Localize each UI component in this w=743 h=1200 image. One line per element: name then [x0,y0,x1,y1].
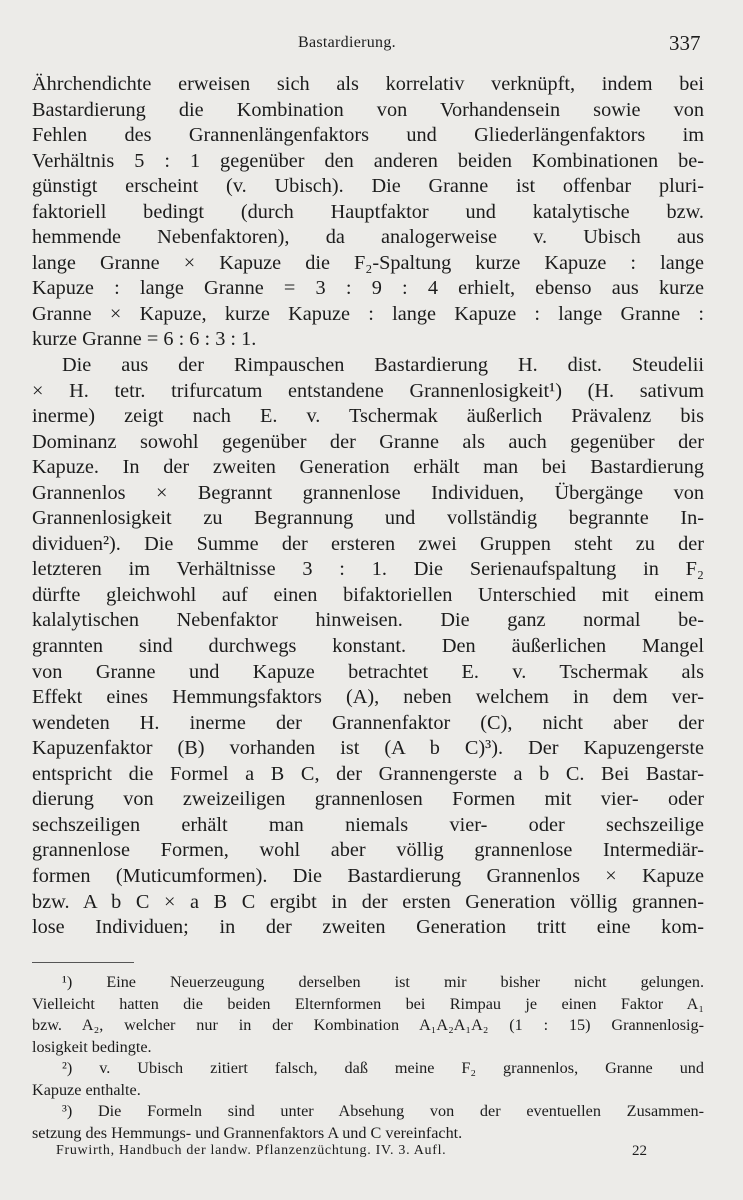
running-title: Bastardierung. [298,34,396,51]
footnote-line: Vielleicht hatten die beiden Elternformen bei Rimpau je einen Faktor A₁ [32,994,704,1013]
footnote-divider [32,962,134,963]
body-line: entspricht die Formel a B C, der Grannengerste a b C. Bei Bastar- [32,762,704,785]
body-text [32,72,704,941]
footnote-line: Kapuze enthalte. [32,1080,141,1099]
body-line: lose Individuen; in der zweiten Generation tritt eine kom- [32,916,704,939]
body-line: × H. tetr. trifurcatum entstandene Grannenlosigkeit¹) (H. sativum [32,379,704,402]
body-line: von Granne und Kapuze betrachtet E. v. Tschermak als [32,660,704,683]
body-line: kalalytischen Nebenfaktor hinweisen. Die ganz normal be- [32,609,704,632]
body-line: grannenlose Formen, wohl aber völlig grannenlose Intermediär- [32,839,704,862]
footnotes [32,972,704,1144]
sheet-number: 22 [632,1143,647,1159]
footnote-line: bzw. A₂, welcher nur in der Kombination A₁A₂A₁A₂ (1 : 15) Grannenlosig- [32,1016,704,1034]
body-line: wendeten H. inerme der Grannenfaktor (C), nicht aber der [32,711,704,734]
footnote-line: setzung des Hemmungs- und Grannenfaktors A und C vereinfacht. [32,1123,463,1142]
body-line: bzw. A b C × a B C ergibt in der ersten Generation völlig grannen- [32,890,704,913]
body-line: kurze Granne = 6 : 6 : 3 : 1. [32,328,257,351]
body-line: Kapuzenfaktor (B) vorhanden ist (A b C)³). Der Kapuzengerste [32,737,704,760]
body-line: inerme) zeigt nach E. v. Tschermak äußerlich Prävalenz bis [32,405,704,428]
printer-signature [32,1143,652,1165]
body-line: Die aus der Rimpauschen Bastardierung H. dist. Steudelii [62,354,704,377]
body-line: grannten sind durchwegs konstant. Den äußerlichen Mangel [32,635,704,658]
body-line: faktoriell bedingt (durch Hauptfaktor und katalytische bzw. [32,200,704,223]
body-line: Grannenlosigkeit zu Begrannung und vollständig begrannte In- [32,507,704,530]
footnote-line: ¹) Eine Neuerzeugung derselben ist mir bisher nicht gelungen. [62,973,704,991]
footnote-line: ³) Die Formeln sind unter Absehung von der eventuellen Zusammen- [62,1102,704,1120]
body-line: Bastardierung die Kombination von Vorhandensein sowie von [32,98,704,121]
running-head [0,30,743,56]
footnote-line: losigkeit bedingte. [32,1037,152,1056]
body-line: günstigt erscheint (v. Ubisch). Die Granne ist offenbar pluri- [32,175,704,198]
body-line: Verhältnis 5 : 1 gegenüber den anderen beiden Kombinationen be- [32,149,704,172]
body-line: Fehlen des Grannenlängenfaktors und Gliederlängenfaktors im [32,124,704,147]
body-line: Ährchendichte erweisen sich als korrelativ verknüpft, indem bei [32,73,704,95]
body-line: Granne × Kapuze, kurze Kapuze : lange Kapuze : lange Granne : [32,302,704,325]
body-line: dividuen²). Die Summe der ersteren zwei Gruppen steht zu der [32,532,704,555]
body-line: Effekt eines Hemmungsfaktors (A), neben welchem in dem ver- [32,686,704,709]
page-number: 337 [669,31,701,55]
body-line: dierung von zweizeiligen grannenlosen Formen mit vier- oder [32,788,704,811]
body-line: Dominanz sowohl gegenüber der Granne als auch gegenüber der [32,430,704,453]
body-line: hemmende Nebenfaktoren), da analogerweise v. Ubisch aus [32,226,704,249]
body-line: letzteren im Verhältnisse 3 : 1. Die Serienaufspaltung in F₂ [32,558,704,581]
body-line: Kapuze. In der zweiten Generation erhält man bei Bastardierung [32,456,704,479]
body-line: formen (Muticumformen). Die Bastardierung Grannenlos × Kapuze [32,864,704,887]
signature-text: Fruwirth, Handbuch der landw. Pflanzenzüchtung. IV. 3. Aufl. [56,1143,447,1158]
body-line: dürfte gleichwohl auf einen bifaktoriellen Unterschied mit einem [32,583,704,606]
body-line: sechszeiligen erhält man niemals vier- oder sechszeilige [32,813,704,836]
body-line: Kapuze : lange Granne = 3 : 9 : 4 erhielt, ebenso aus kurze [32,277,704,300]
body-line: lange Granne × Kapuze die F₂-Spaltung kurze Kapuze : lange [32,251,704,274]
body-line: Grannenlos × Begrannt grannenlose Individuen, Übergänge von [32,481,704,504]
footnote-line: ²) v. Ubisch zitiert falsch, daß meine F₂ grannenlos, Granne und [62,1059,704,1077]
